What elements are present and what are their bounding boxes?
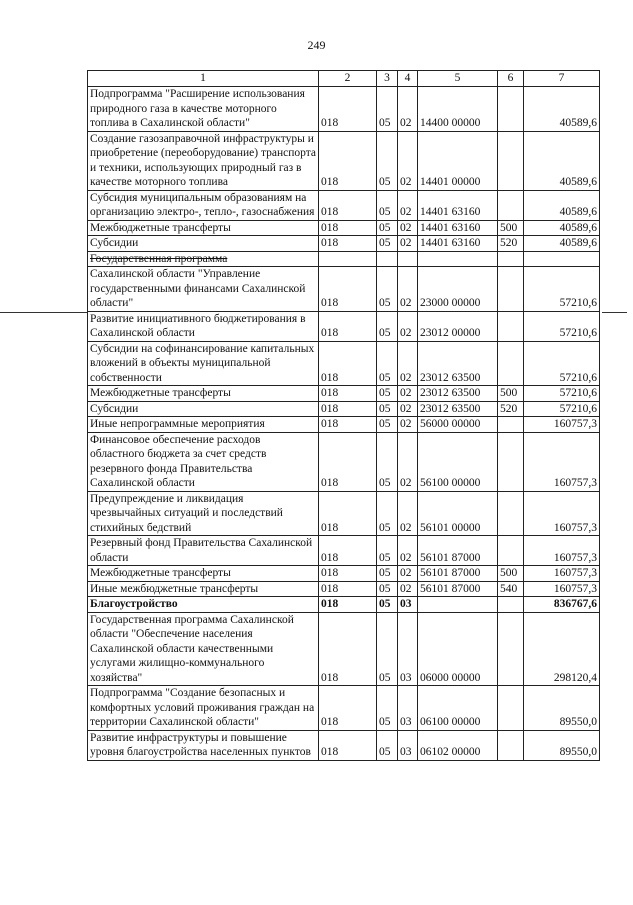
section-code: 05 <box>377 491 398 536</box>
amount-value: 57210,6 <box>524 401 600 417</box>
table-row <box>88 220 600 236</box>
table-row <box>88 566 600 582</box>
subsection-code: 02 <box>398 386 418 402</box>
expense-type-code <box>498 417 524 433</box>
table-row <box>88 536 600 566</box>
table-row <box>88 417 600 433</box>
table-row <box>88 190 600 220</box>
header-cell-4: 4 <box>398 71 418 87</box>
item-name: Развитие инфраструктуры и повышение уровня благоустройства населенных пунктов <box>88 730 319 760</box>
subsection-code: 02 <box>398 491 418 536</box>
section-code: 05 <box>377 417 398 433</box>
item-name: Межбюджетные трансферты <box>88 386 319 402</box>
amount-value: 160757,3 <box>524 536 600 566</box>
expense-type-code <box>498 432 524 491</box>
subsection-code: 02 <box>398 536 418 566</box>
subsection-code: 03 <box>398 597 418 613</box>
expense-type-code <box>498 190 524 220</box>
item-name: Субсидия муниципальным образованиям на организацию электро-, тепло-, газоснабжения <box>88 190 319 220</box>
amount-value: 57210,6 <box>524 267 600 312</box>
table-row <box>88 131 600 190</box>
subsection-code: 03 <box>398 730 418 760</box>
item-name: Развитие инициативного бюджетирования в Сахалинской области <box>88 311 319 341</box>
ministry-code: 018 <box>319 190 377 220</box>
table-row <box>88 236 600 252</box>
amount-value: 160757,3 <box>524 566 600 582</box>
section-code: 05 <box>377 612 398 686</box>
target-code: 23012 00000 <box>418 311 498 341</box>
ministry-code: 018 <box>319 87 377 132</box>
section-code: 05 <box>377 401 398 417</box>
subsection-code: 03 <box>398 686 418 731</box>
ministry-code: 018 <box>319 597 377 613</box>
table-row <box>88 612 600 686</box>
page-number: 249 <box>307 38 326 52</box>
item-name: Субсидии <box>88 401 319 417</box>
expense-type-code <box>498 311 524 341</box>
ministry-code: 018 <box>319 401 377 417</box>
ministry-code: 018 <box>319 566 377 582</box>
target-code: 56100 00000 <box>418 432 498 491</box>
expense-type-code <box>498 87 524 132</box>
target-code: 14401 63160 <box>418 236 498 252</box>
target-code: 23012 63500 <box>418 341 498 386</box>
expense-type-code <box>498 267 524 312</box>
item-name: Иные межбюджетные трансферты <box>88 581 319 597</box>
amount-value: 40589,6 <box>524 220 600 236</box>
section-code: 05 <box>377 87 398 132</box>
amount-value: 57210,6 <box>524 341 600 386</box>
section-code: 05 <box>377 581 398 597</box>
expense-type-code <box>498 341 524 386</box>
section-code: 05 <box>377 597 398 613</box>
ministry-code: 018 <box>319 131 377 190</box>
target-code: 06100 00000 <box>418 686 498 731</box>
amount-value: 40589,6 <box>524 190 600 220</box>
ministry-code: 018 <box>319 267 377 312</box>
ministry-code: 018 <box>319 417 377 433</box>
target-code: 06102 00000 <box>418 730 498 760</box>
expense-type-code: 540 <box>498 581 524 597</box>
expense-type-code: 500 <box>498 566 524 582</box>
item-name: Субсидии <box>88 236 319 252</box>
subsection-code: 02 <box>398 311 418 341</box>
item-name: Государственная программа <box>88 251 319 267</box>
table-row <box>88 386 600 402</box>
item-name: Создание газозаправочной инфраструктуры и приобретение (переоборудование) транспорта и техники, использующих природный газ в качестве моторного топлива <box>88 131 319 190</box>
item-name: Предупреждение и ликвидация чрезвычайных ситуаций и последствий стихийных бедствий <box>88 491 319 536</box>
section-code: 05 <box>377 566 398 582</box>
item-name: Сахалинской области "Управление государственными финансами Сахалинской области" <box>88 267 319 312</box>
target-code <box>418 251 498 267</box>
target-code: 56101 87000 <box>418 536 498 566</box>
item-name: Подпрограмма "Создание безопасных и комфортных условий проживания граждан на территории Сахалинской области" <box>88 686 319 731</box>
item-name: Финансовое обеспечение расходов областного бюджета за счет средств резервного фонда Правительства Сахалинской области <box>88 432 319 491</box>
target-code: 56101 00000 <box>418 491 498 536</box>
subsection-code: 02 <box>398 236 418 252</box>
section-code: 05 <box>377 386 398 402</box>
expense-type-code <box>498 536 524 566</box>
subsection-code: 02 <box>398 401 418 417</box>
ministry-code: 018 <box>319 491 377 536</box>
header-cell-1: 1 <box>88 71 319 87</box>
target-code <box>418 597 498 613</box>
expense-type-code: 500 <box>498 220 524 236</box>
ministry-code: 018 <box>319 612 377 686</box>
header-cell-2: 2 <box>319 71 377 87</box>
section-code: 05 <box>377 267 398 312</box>
section-code: 05 <box>377 236 398 252</box>
subsection-code: 02 <box>398 131 418 190</box>
subsection-code: 02 <box>398 432 418 491</box>
item-name: Межбюджетные трансферты <box>88 220 319 236</box>
amount-value: 57210,6 <box>524 311 600 341</box>
expense-type-code: 500 <box>498 386 524 402</box>
subsection-code: 02 <box>398 87 418 132</box>
expense-type-code <box>498 251 524 267</box>
table-row <box>88 730 600 760</box>
amount-value: 160757,3 <box>524 581 600 597</box>
subsection-code <box>398 251 418 267</box>
table-row <box>88 401 600 417</box>
target-code: 23012 63500 <box>418 386 498 402</box>
table-row <box>88 251 600 267</box>
item-name: Субсидии на софинансирование капитальных вложений в объекты муниципальной собственности <box>88 341 319 386</box>
amount-value: 40589,6 <box>524 87 600 132</box>
scan-line-left <box>0 312 87 313</box>
item-name: Резервный фонд Правительства Сахалинской области <box>88 536 319 566</box>
header-cell-7: 7 <box>524 71 600 87</box>
expense-type-code <box>498 597 524 613</box>
subsection-code: 02 <box>398 581 418 597</box>
section-code: 05 <box>377 536 398 566</box>
table-row <box>88 267 600 312</box>
ministry-code: 018 <box>319 432 377 491</box>
table-row <box>88 87 600 132</box>
ministry-code: 018 <box>319 220 377 236</box>
table-row <box>88 341 600 386</box>
section-code: 05 <box>377 220 398 236</box>
table-row <box>88 432 600 491</box>
ministry-code: 018 <box>319 236 377 252</box>
subsection-code: 02 <box>398 190 418 220</box>
section-code: 05 <box>377 341 398 386</box>
item-name: Государственная программа Сахалинской области "Обеспечение населения Сахалинской области качественными услугами жилищно-коммунального хозяйства" <box>88 612 319 686</box>
expense-type-code <box>498 131 524 190</box>
target-code: 56000 00000 <box>418 417 498 433</box>
target-code: 56101 87000 <box>418 566 498 582</box>
section-code: 05 <box>377 131 398 190</box>
item-name: Подпрограмма "Расширение использования природного газа в качестве моторного топлива в Сахалинской области" <box>88 87 319 132</box>
subsection-code: 02 <box>398 220 418 236</box>
table-row <box>88 491 600 536</box>
section-code: 05 <box>377 432 398 491</box>
ministry-code: 018 <box>319 686 377 731</box>
amount-value: 836767,6 <box>524 597 600 613</box>
subsection-code: 03 <box>398 612 418 686</box>
section-code: 05 <box>377 730 398 760</box>
target-code: 14401 63160 <box>418 220 498 236</box>
target-code: 14401 63160 <box>418 190 498 220</box>
amount-value: 40589,6 <box>524 236 600 252</box>
ministry-code: 018 <box>319 341 377 386</box>
ministry-code: 018 <box>319 536 377 566</box>
scan-line-right <box>602 312 627 313</box>
table-body <box>88 71 600 761</box>
amount-value: 160757,3 <box>524 417 600 433</box>
expense-type-code <box>498 730 524 760</box>
expense-type-code: 520 <box>498 401 524 417</box>
section-code: 05 <box>377 190 398 220</box>
amount-value: 89550,0 <box>524 686 600 731</box>
ministry-code: 018 <box>319 730 377 760</box>
amount-value: 298120,4 <box>524 612 600 686</box>
subsection-code: 02 <box>398 341 418 386</box>
table-row <box>88 686 600 731</box>
amount-value <box>524 251 600 267</box>
expense-type-code <box>498 686 524 731</box>
amount-value: 57210,6 <box>524 386 600 402</box>
item-name: Иные непрограммные мероприятия <box>88 417 319 433</box>
ministry-code: 018 <box>319 311 377 341</box>
item-name: Благоустройство <box>88 597 319 613</box>
target-code: 23000 00000 <box>418 267 498 312</box>
target-code: 06000 00000 <box>418 612 498 686</box>
expense-type-code <box>498 612 524 686</box>
section-code: 05 <box>377 311 398 341</box>
ministry-code: 018 <box>319 581 377 597</box>
table-row <box>88 311 600 341</box>
amount-value: 89550,0 <box>524 730 600 760</box>
target-code: 14400 00000 <box>418 87 498 132</box>
section-code <box>377 251 398 267</box>
subsection-code: 02 <box>398 566 418 582</box>
table-row <box>88 597 600 613</box>
subsection-code: 02 <box>398 267 418 312</box>
ministry-code <box>319 251 377 267</box>
section-code: 05 <box>377 686 398 731</box>
amount-value: 160757,3 <box>524 491 600 536</box>
amount-value: 40589,6 <box>524 131 600 190</box>
item-name: Межбюджетные трансферты <box>88 566 319 582</box>
expense-type-code: 520 <box>498 236 524 252</box>
amount-value: 160757,3 <box>524 432 600 491</box>
target-code: 14401 00000 <box>418 131 498 190</box>
header-cell-3: 3 <box>377 71 398 87</box>
table-row <box>88 581 600 597</box>
ministry-code: 018 <box>319 386 377 402</box>
subsection-code: 02 <box>398 417 418 433</box>
header-cell-5: 5 <box>418 71 498 87</box>
header-row <box>88 71 600 87</box>
header-cell-6: 6 <box>498 71 524 87</box>
budget-table <box>87 70 600 761</box>
expense-type-code <box>498 491 524 536</box>
target-code: 56101 87000 <box>418 581 498 597</box>
target-code: 23012 63500 <box>418 401 498 417</box>
